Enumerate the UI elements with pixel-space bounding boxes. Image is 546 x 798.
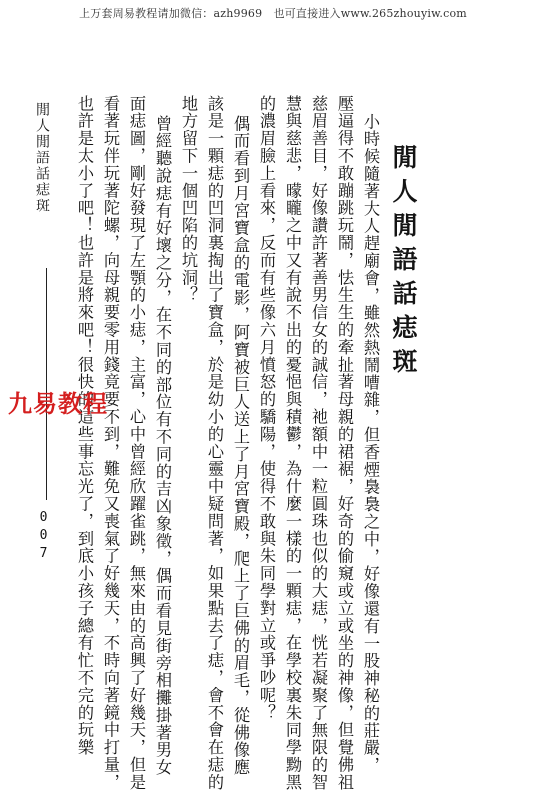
text-column-3: 慈眉善目，好像讚許著善男信女的誠信，祂額中一粒圓珠也似的大痣，恍若凝聚了無限的智 xyxy=(309,95,328,791)
watermark-logo: 九易教程 xyxy=(8,390,108,418)
top-banner: 上万套周易教程请加微信：azh9969 也可直接进入www.265zhouyiw.com xyxy=(79,7,467,20)
text-column-4: 慧與慈悲，曚矓之中又有說不出的憂悒與積鬱，為什麼一樣的一顆痣，在學校裏朱同學黝黑 xyxy=(283,95,302,791)
text-column-10: 面痣圖，剛好發現了左顎的小痣，主富，心中曾經欣躍雀跳，無來由的高興了好幾天，但是 xyxy=(127,95,146,791)
text-column-11: 看著玩伴玩著陀螺，向母親要零用錢竟要不到，難免又喪氣了好幾天，不時向著鏡中打量， xyxy=(101,95,120,791)
text-column-2: 壓逼得不敢蹦跳玩鬧，怯生生的牽扯著母親的裙裾，好奇的偷窺或立或坐的神像，但覺佛祖 xyxy=(335,95,354,791)
text-column-1: 小時候隨著大人趕廟會，雖然熱鬧嘈雜，但香煙裊裊之中，好像還有一股神秘的莊嚴， xyxy=(361,113,380,775)
page-number: 007 xyxy=(36,510,51,564)
text-column-7: 該是一顆痣的凹洞裏掏出了寶盒，於是幼小的心靈中疑問著，如果點去了痣，會不會在痣的 xyxy=(205,95,224,791)
text-column-6: 偶而看到月宮寶盒的電影，阿寶被巨人送上了月宮寶殿，爬上了巨佛的眉毛，從佛像應 xyxy=(231,115,250,777)
text-column-5: 的濃眉臉上看來，反而有些像六月憤怒的驕陽，使得不敢與朱同學對立或爭吵呢？ xyxy=(257,95,276,722)
page-title: 閒人閒語話痣斑 xyxy=(389,144,418,382)
text-column-9: 曾經聽說痣有好壞之分，在不同的部位有不同的吉凶象徵，偶而看見街旁相攤掛著男女 xyxy=(153,115,172,777)
text-column-8: 地方留下一個凹陷的坑洞？ xyxy=(179,95,198,304)
running-title: 閒人閒語話痣斑 xyxy=(34,102,50,214)
text-column-12: 也許是太小了吧！也許是將來吧！很快的這些事忘光了，到底小孩子總有忙不完的玩樂 xyxy=(75,95,94,757)
